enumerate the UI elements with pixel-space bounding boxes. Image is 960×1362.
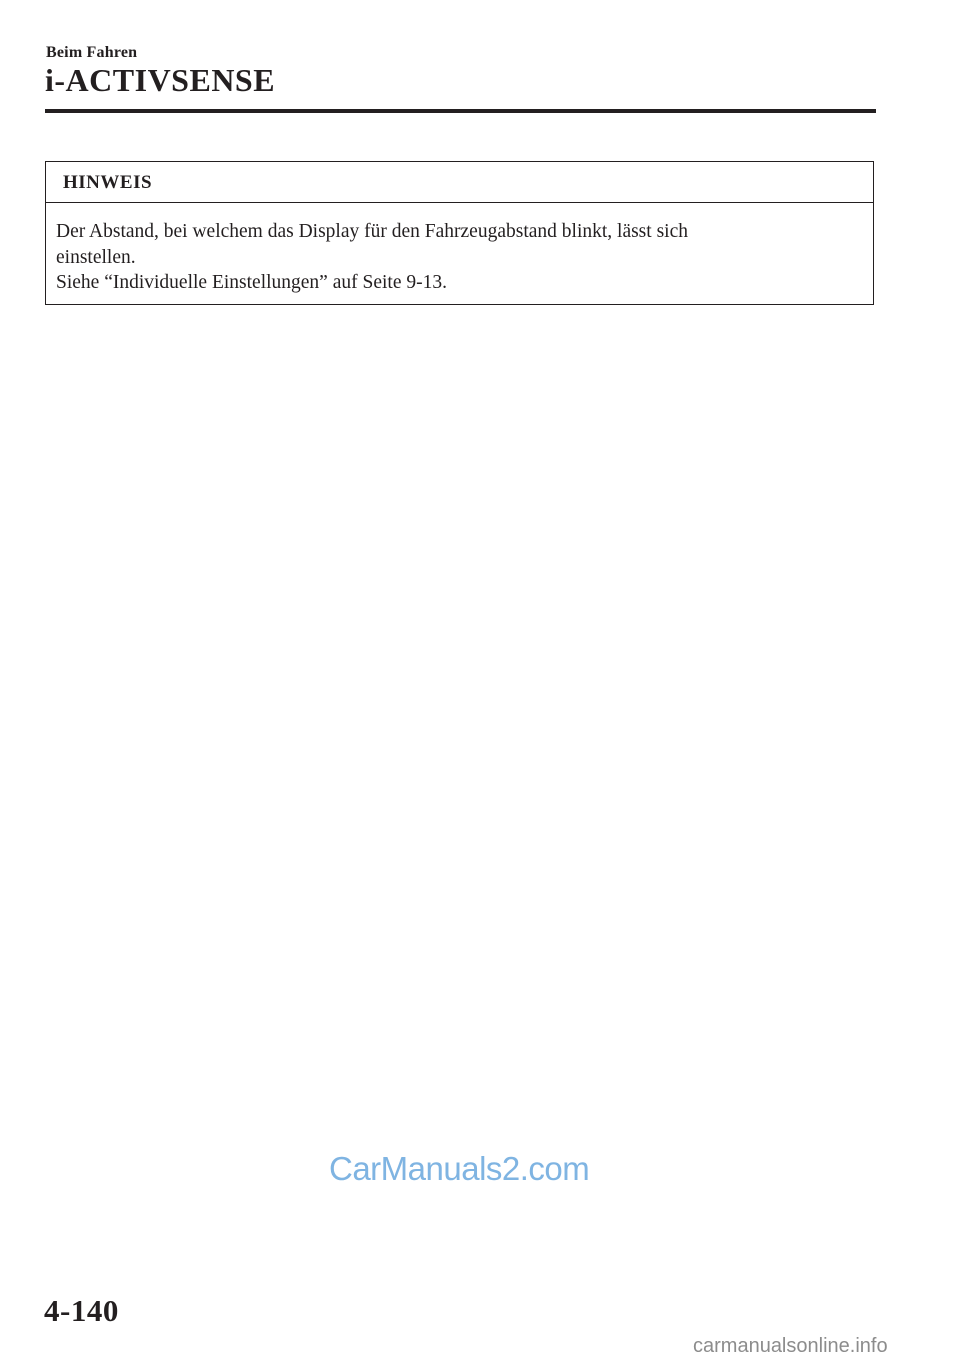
watermark-logo: CarManuals2.com xyxy=(329,1150,590,1187)
note-line: Der Abstand, bei welchem das Display für den Fahrzeugabstand blinkt, lässt sich xyxy=(56,221,688,242)
section-label: Beim Fahren xyxy=(46,44,138,61)
page-title: i-ACTIVSENSE xyxy=(45,62,276,98)
header-divider xyxy=(45,109,876,113)
note-line: Siehe “Individuelle Einstellungen” auf Seite 9-13. xyxy=(56,272,447,293)
note-body xyxy=(46,203,873,296)
note-box xyxy=(45,161,874,305)
page-number: 4-140 xyxy=(44,1293,119,1328)
footer-site-link[interactable]: carmanualsonline.info xyxy=(693,1335,888,1357)
note-line: einstellen. xyxy=(56,246,136,268)
note-heading: HINWEIS xyxy=(46,162,873,203)
